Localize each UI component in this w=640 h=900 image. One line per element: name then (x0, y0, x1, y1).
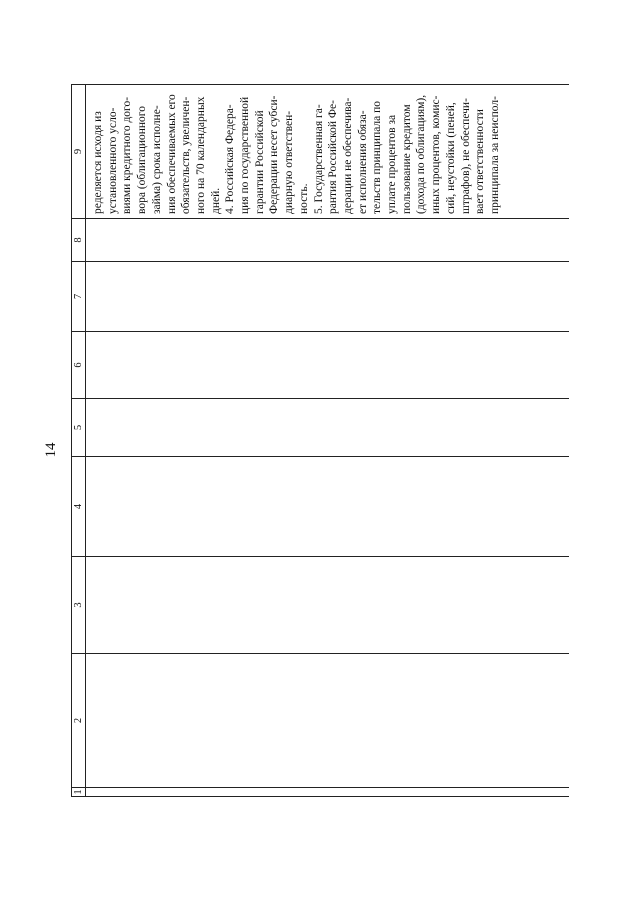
text-line: дней. (209, 187, 222, 214)
text-line: штрафов), не обеспечи- (459, 98, 472, 214)
text-line: ределяется исходя из (92, 111, 104, 214)
text-line: (дохода по облигациям), (415, 94, 428, 214)
text-line: обязательств, увеличен- (180, 96, 193, 214)
text-line: займа) срока исполне- (150, 105, 163, 214)
table-cell-9-text (86, 85, 570, 219)
column-header-4: 4 (72, 457, 86, 557)
table-cell-4 (86, 457, 570, 557)
text-line: рантия Российской Фе- (327, 100, 340, 214)
text-line: 4. Российская Федера- (224, 104, 237, 214)
table-cell-5 (86, 399, 570, 457)
table-cell-6 (86, 332, 570, 399)
table-row (86, 85, 570, 797)
text-line: принципала за неиспол- (488, 96, 501, 214)
text-line: ция по государственной (239, 96, 252, 214)
table-header-row (72, 85, 86, 797)
text-line: диарную ответствен- (283, 110, 296, 214)
document-table (71, 84, 569, 797)
table-cell-1 (86, 788, 570, 797)
text-line: сий, неустойки (пеней, (444, 102, 457, 214)
table-cell-8 (86, 219, 570, 262)
column-header-9: 9 (72, 85, 86, 219)
column-header-3: 3 (72, 557, 86, 654)
table-cell-7 (86, 262, 570, 332)
text-line: уплате процентов за (386, 114, 399, 214)
text-line: иных процентов, комис- (430, 95, 443, 214)
text-line: ния обеспечиваемых его (165, 94, 178, 214)
page-number: 14 (43, 442, 59, 458)
table-cell-2 (86, 654, 570, 788)
text-line: установленного усло- (106, 107, 119, 214)
text-line: вает ответственности (474, 109, 487, 214)
text-line: ет исполнения обяза- (356, 110, 369, 214)
text-line: вора (облигационного (136, 106, 149, 214)
text-line: гарантии Российской (253, 110, 266, 214)
text-line: дерации не обеспечива- (341, 97, 354, 214)
column-header-8: 8 (72, 219, 86, 262)
text-line: 5. Государственная га- (312, 104, 325, 214)
column-header-7: 7 (72, 262, 86, 332)
table-cell-3 (86, 557, 570, 654)
text-line: пользование кредитом (400, 104, 413, 214)
column-header-6: 6 (72, 332, 86, 399)
text-line: тельств принципала по (371, 100, 384, 214)
text-line: ность. (297, 183, 310, 214)
text-line: виями кредитного дого- (121, 96, 134, 214)
text-line: ного на 70 календарных (194, 96, 207, 214)
column-header-2: 2 (72, 654, 86, 788)
column-header-1: 1 (73, 789, 84, 795)
column-header-5: 5 (72, 399, 86, 457)
text-line: Федерации несет субси- (268, 95, 281, 214)
